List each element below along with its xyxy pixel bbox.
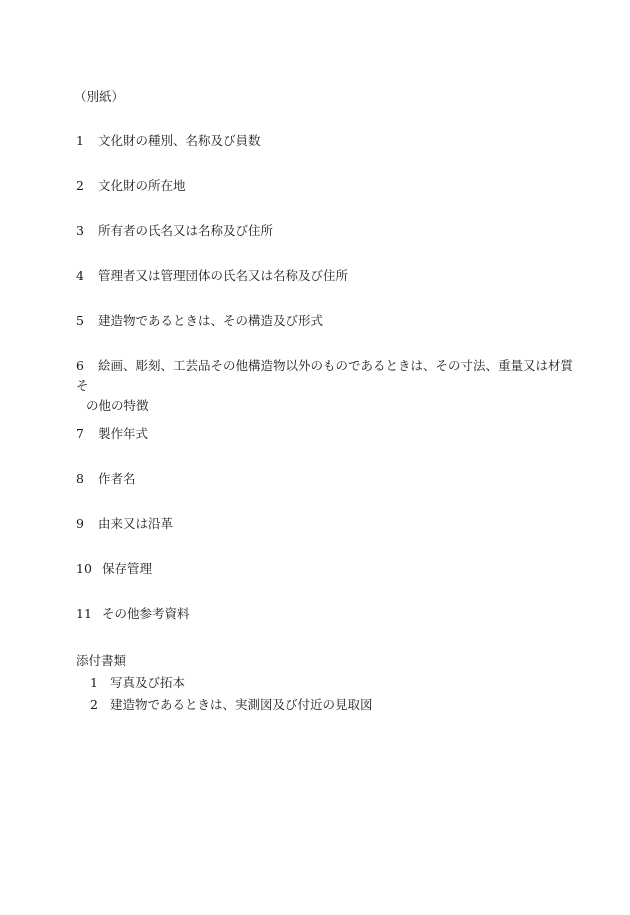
list-item: [76, 356, 576, 416]
attachment-number: 1: [90, 675, 98, 690]
item-number: 1: [76, 133, 84, 148]
list-item: [76, 176, 576, 196]
item-text: その他参考資料: [102, 606, 190, 621]
item-number: 6: [76, 358, 84, 373]
item-number: 11: [76, 606, 92, 621]
item-number: 10: [76, 561, 92, 576]
item-text: 文化財の所在地: [98, 178, 186, 193]
item-text: 由来又は沿革: [98, 516, 174, 531]
item-text: 作者名: [98, 471, 136, 486]
attachment-text: 写真及び拓本: [110, 675, 186, 690]
item-text: 絵画、彫刻、工芸品その他構造物以外のものであるときは、その寸法、重量又は材質そ: [76, 358, 574, 393]
item-text: 所有者の氏名又は名称及び住所: [98, 223, 274, 238]
item-text: 建造物であるときは、その構造及び形式: [98, 313, 324, 328]
attachments-title: 添付書類: [76, 653, 127, 668]
attachment-item: [90, 674, 185, 692]
list-item: [76, 469, 576, 489]
document-heading: （別紙）: [74, 89, 125, 104]
list-item: [76, 221, 576, 241]
item-text-continuation: の他の特徴: [86, 398, 149, 413]
list-item: [76, 514, 576, 534]
item-text: 文化財の種別、名称及び員数: [98, 133, 261, 148]
item-number: 2: [76, 178, 84, 193]
item-text: 製作年式: [98, 426, 149, 441]
item-number: 9: [76, 516, 84, 531]
item-number: 4: [76, 268, 84, 283]
list-item: [76, 266, 576, 286]
item-number: 3: [76, 223, 84, 238]
item-number: 5: [76, 313, 84, 328]
attachment-number: 2: [90, 697, 98, 712]
item-text: 保存管理: [102, 561, 153, 576]
attachment-text: 建造物であるときは、実測図及び付近の見取図: [110, 697, 373, 712]
list-item: [76, 131, 576, 151]
list-item: [76, 559, 576, 579]
item-number: 8: [76, 471, 84, 486]
item-text: 管理者又は管理団体の氏名又は名称及び住所: [98, 268, 349, 283]
list-item: [76, 311, 576, 331]
item-number: 7: [76, 426, 84, 441]
attachment-item: [90, 696, 373, 714]
list-item: [76, 424, 576, 444]
list-item: [76, 604, 576, 624]
